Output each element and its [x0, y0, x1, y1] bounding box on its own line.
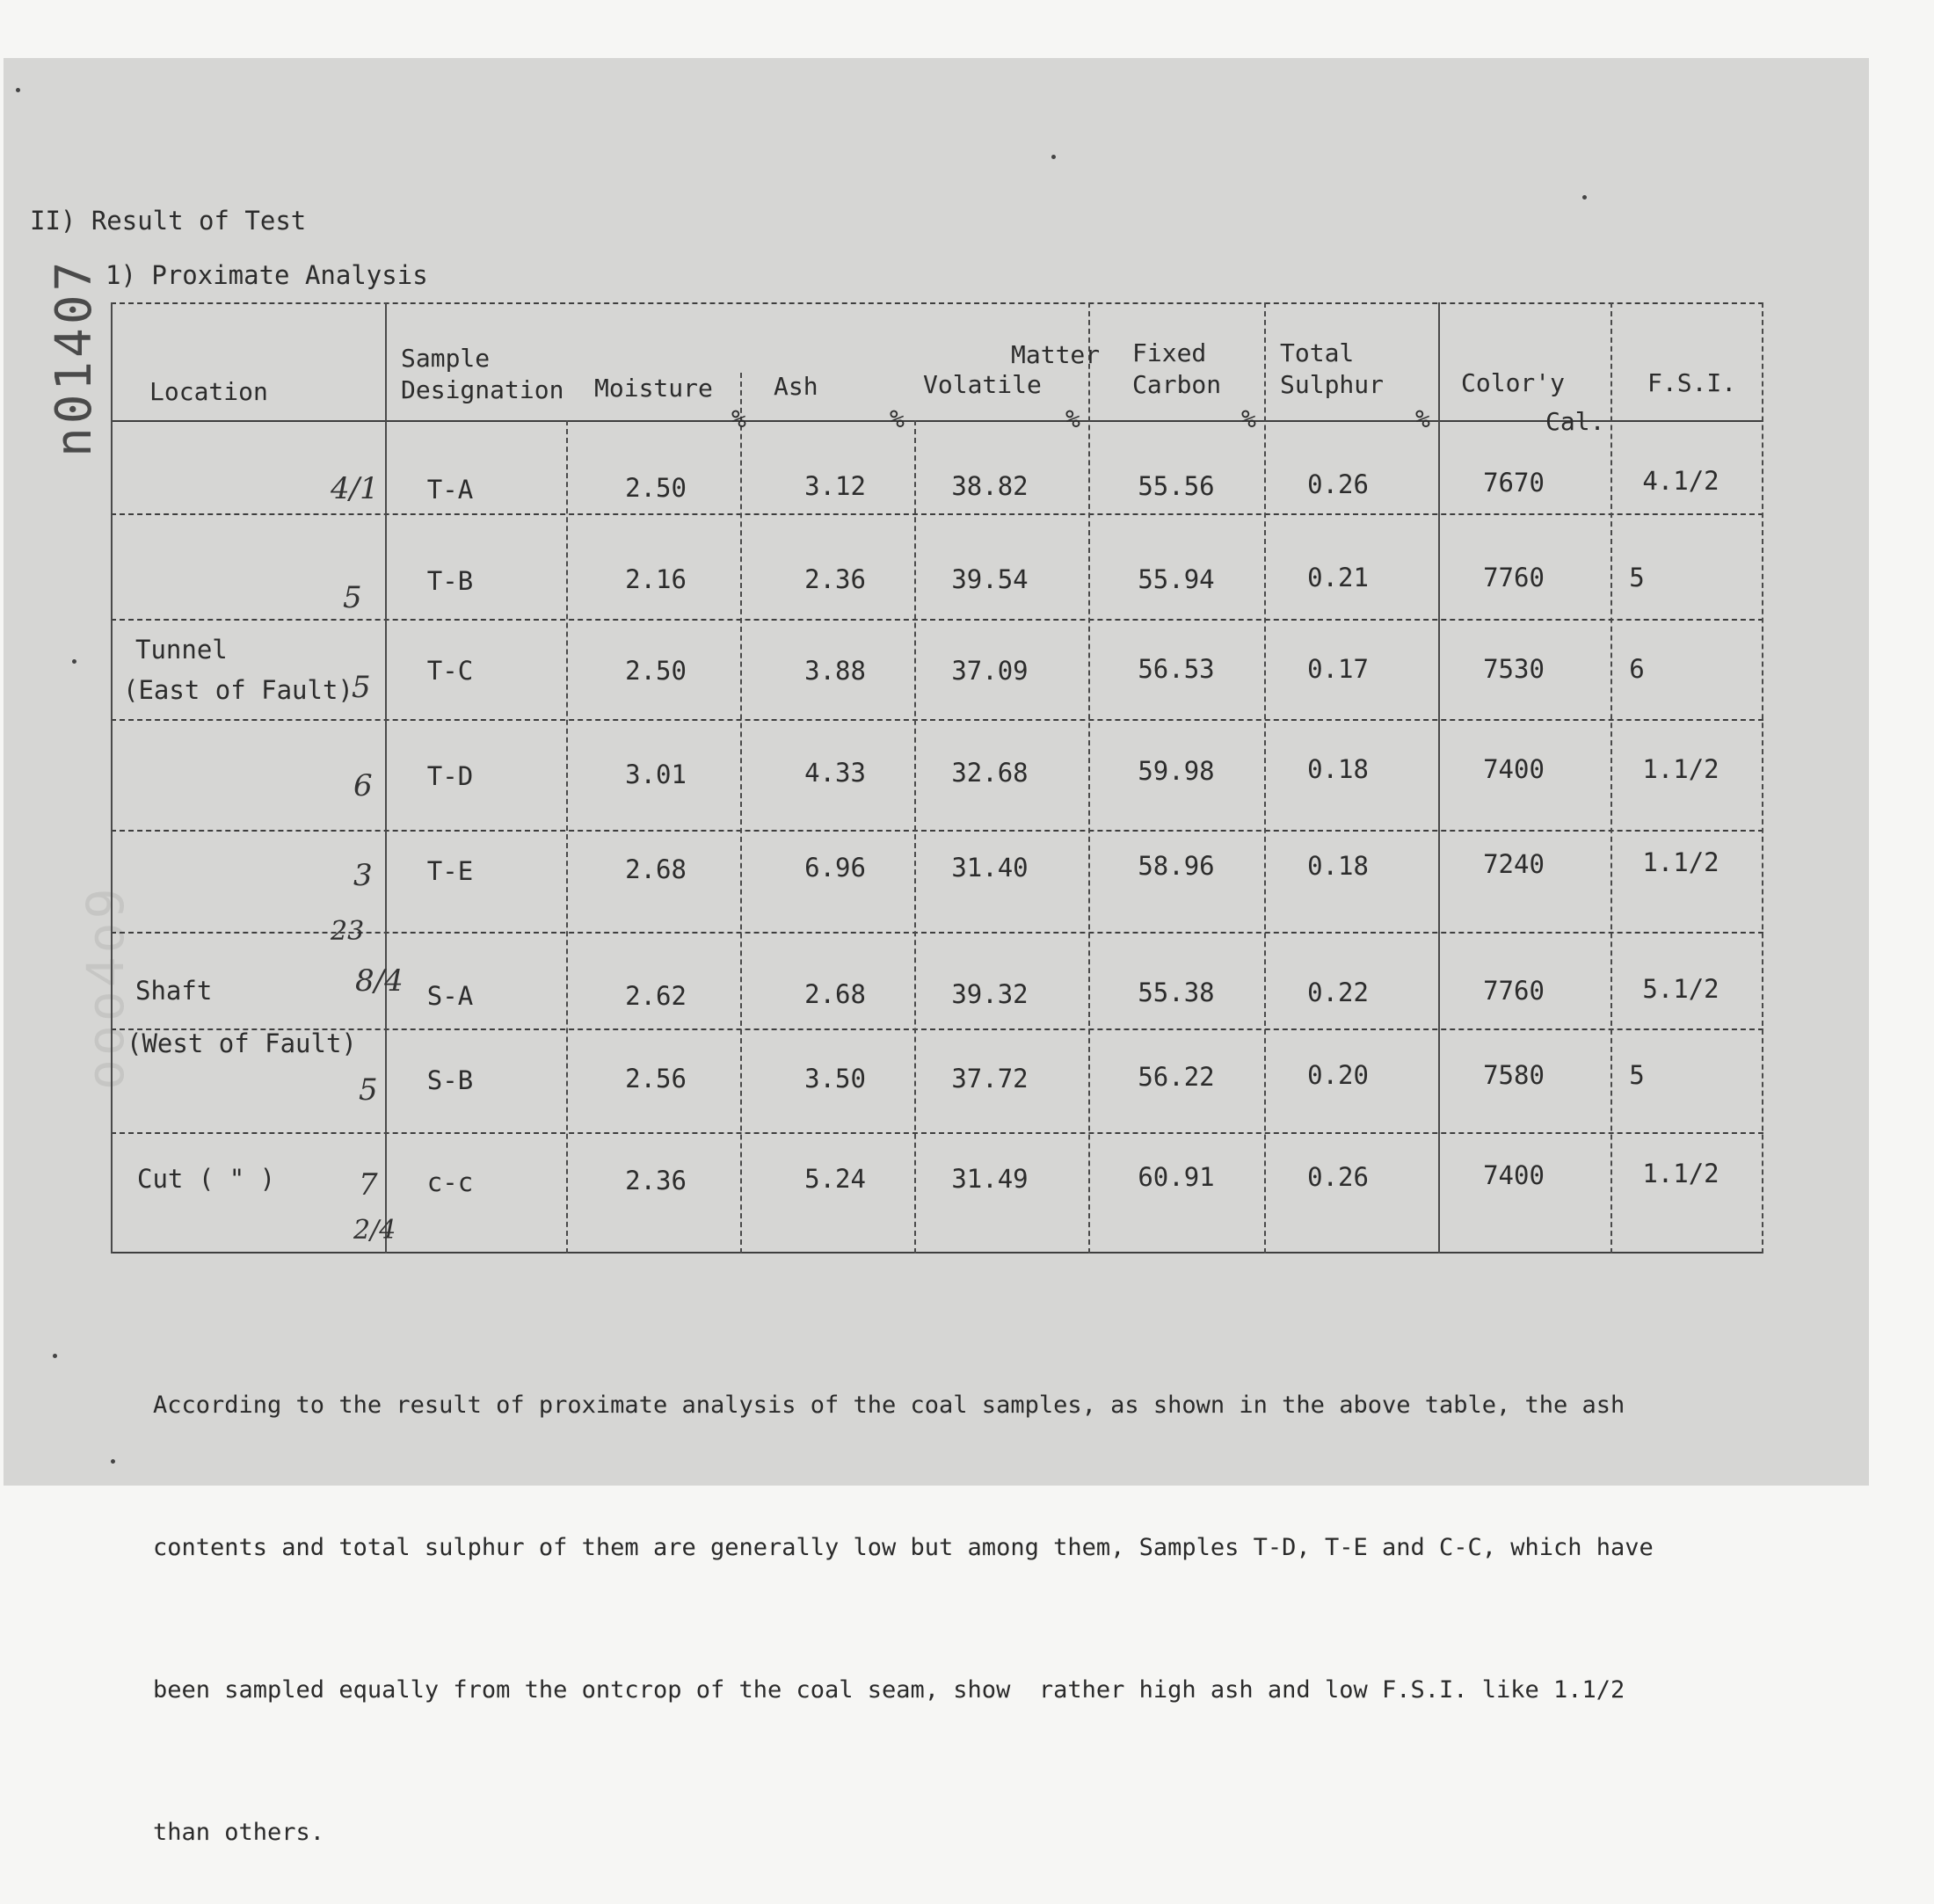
row-rule [111, 513, 1763, 515]
col-rule [1762, 302, 1763, 1254]
cell-ash: 2.36 [804, 564, 866, 594]
header-sulphur-line1: Total [1280, 338, 1355, 367]
scan-speck [111, 1459, 115, 1464]
location-shaft: Shaft [135, 976, 213, 1006]
location-shaft-note: (West of Fault) [127, 1028, 357, 1058]
cell-moisture: 2.56 [625, 1064, 687, 1094]
row-rule [111, 1028, 1763, 1030]
cell-sulphur: 0.26 [1307, 1162, 1369, 1192]
cell-sulphur: 0.22 [1307, 977, 1369, 1007]
col-rule [111, 302, 113, 1254]
unit-percent-fixed-carbon: % [1241, 404, 1256, 433]
table-top-rule [111, 302, 1763, 304]
cell-sample: c-c [426, 1167, 474, 1197]
unit-percent-moisture: % [731, 404, 746, 433]
cell-sample: S-B [426, 1065, 474, 1095]
analysis-paragraph [153, 1287, 1753, 1904]
cell-fsi: 6 [1629, 654, 1645, 684]
paragraph-line: than others. [153, 1819, 325, 1846]
cell-fsi: 5 [1629, 563, 1645, 592]
cell-calorific: 7760 [1483, 976, 1545, 1006]
location-tunnel: Tunnel [135, 635, 228, 665]
cell-sulphur: 0.18 [1307, 754, 1369, 784]
cell-fixed-carbon: 55.38 [1138, 977, 1215, 1007]
paragraph-line: According to the result of proximate analysis of the coal samples, as shown in the above table, the ash [153, 1392, 1625, 1419]
cell-moisture: 2.36 [625, 1166, 687, 1195]
header-fixed-carbon-line1: Fixed [1132, 338, 1207, 367]
subsection-heading: 1) Proximate Analysis [105, 260, 428, 290]
row-rule [111, 830, 1763, 832]
cell-fixed-carbon: 55.56 [1138, 471, 1215, 501]
cell-sulphur: 0.20 [1307, 1060, 1369, 1090]
cell-ash: 2.68 [804, 979, 866, 1009]
cell-sample: T-B [426, 566, 474, 596]
handwritten-mark: 5 [359, 1072, 378, 1108]
location-tunnel-note: (East of Fault) [123, 675, 353, 705]
col-rule [740, 373, 742, 1254]
cell-fixed-carbon: 59.98 [1138, 756, 1215, 786]
row-rule [111, 719, 1763, 721]
cell-volatile: 31.40 [951, 853, 1029, 883]
header-sample-line1: Sample [401, 344, 491, 373]
handwritten-mark: 4/1 [331, 471, 379, 506]
handwritten-mark: 5 [352, 670, 371, 705]
cell-fsi: 5.1/2 [1642, 974, 1720, 1004]
proximate-analysis-table [111, 302, 1763, 1261]
cell-moisture: 2.68 [625, 854, 687, 884]
col-rule [566, 420, 568, 1254]
cell-ash: 3.88 [804, 656, 866, 686]
cell-volatile: 37.09 [951, 656, 1029, 686]
cell-ash: 5.24 [804, 1164, 866, 1194]
unit-percent-ash: % [890, 404, 905, 433]
cell-fsi: 1.1/2 [1642, 1159, 1720, 1188]
cell-fixed-carbon: 58.96 [1138, 851, 1215, 881]
table-bottom-rule [111, 1252, 1763, 1254]
cell-calorific: 7240 [1483, 849, 1545, 879]
cell-moisture: 3.01 [625, 759, 687, 789]
header-sulphur-line2: Sulphur [1280, 370, 1385, 399]
row-rule [111, 1132, 1763, 1134]
header-ash: Ash [774, 372, 818, 401]
cell-calorific: 7400 [1483, 754, 1545, 784]
cell-sample: T-E [426, 856, 474, 886]
header-rule [111, 420, 1763, 422]
location-cut: Cut ( " ) [137, 1164, 276, 1194]
header-volatile-line1: Matter [1011, 340, 1101, 369]
cell-calorific: 7670 [1483, 468, 1545, 498]
col-rule [1610, 302, 1612, 1254]
cell-moisture: 2.16 [625, 564, 687, 594]
cell-fixed-carbon: 56.53 [1138, 654, 1215, 684]
cell-fsi: 1.1/2 [1642, 847, 1720, 877]
scan-speck [16, 88, 20, 92]
header-calorific-line2: Cal. [1545, 407, 1605, 436]
cell-ash: 3.12 [804, 471, 866, 501]
scan-speck [1051, 155, 1056, 159]
cell-calorific: 7760 [1483, 563, 1545, 592]
cell-sample: T-A [426, 475, 474, 505]
cell-calorific: 7580 [1483, 1060, 1545, 1090]
cell-calorific: 7400 [1483, 1160, 1545, 1190]
row-rule [111, 619, 1763, 621]
cell-sample: T-C [426, 656, 474, 686]
cell-volatile: 39.32 [951, 979, 1029, 1009]
unit-percent-volatile: % [1065, 404, 1080, 433]
cell-sulphur: 0.21 [1307, 563, 1369, 592]
handwritten-total: 2/4 [353, 1215, 396, 1246]
cell-sulphur: 0.17 [1307, 654, 1369, 684]
margin-stamp: n01407 [46, 258, 103, 457]
cell-volatile: 38.82 [951, 471, 1029, 501]
cell-fsi: 4.1/2 [1642, 466, 1720, 496]
paragraph-line: contents and total sulphur of them are generally low but among them, Samples T-D, T-E and C-C, which have [153, 1534, 1654, 1561]
scan-speck [72, 659, 76, 664]
header-fixed-carbon-line2: Carbon [1132, 370, 1222, 399]
margin-stamp-ghost: ooo4o9 [76, 884, 135, 1090]
header-calorific-line1: Color'y [1461, 368, 1566, 397]
cell-sulphur: 0.18 [1307, 851, 1369, 881]
cell-volatile: 37.72 [951, 1064, 1029, 1094]
handwritten-mark: 8/4 [355, 963, 404, 999]
cell-ash: 4.33 [804, 758, 866, 788]
handwritten-mark: 3 [353, 858, 373, 893]
cell-moisture: 2.50 [625, 473, 687, 503]
handwritten-mark: 6 [353, 768, 373, 803]
unit-percent-sulphur: % [1415, 404, 1430, 433]
col-rule [1088, 302, 1090, 1254]
header-volatile-line2: Volatile [923, 370, 1042, 399]
col-rule [1264, 302, 1266, 1254]
cell-sulphur: 0.26 [1307, 469, 1369, 499]
cell-fixed-carbon: 55.94 [1138, 564, 1215, 594]
cell-sample: S-A [426, 981, 474, 1011]
cell-moisture: 2.50 [625, 656, 687, 686]
cell-fsi: 1.1/2 [1642, 754, 1720, 784]
scan-speck [53, 1354, 57, 1358]
cell-volatile: 32.68 [951, 758, 1029, 788]
header-sample-line2: Designation [401, 375, 564, 404]
cell-volatile: 39.54 [951, 564, 1029, 594]
scan-speck [1582, 195, 1587, 200]
section-heading: II) Result of Test [30, 206, 307, 236]
header-location: Location [149, 377, 268, 406]
paragraph-line: been sampled equally from the ontcrop of the coal seam, show rather high ash and low F.S.I. like 1.1/2 [153, 1676, 1625, 1704]
cell-fixed-carbon: 56.22 [1138, 1062, 1215, 1092]
cell-ash: 6.96 [804, 853, 866, 883]
col-rule [914, 420, 916, 1254]
handwritten-mark: 7 [359, 1167, 378, 1203]
header-moisture: Moisture [594, 374, 713, 403]
handwritten-mark: 5 [343, 580, 362, 615]
cell-ash: 3.50 [804, 1064, 866, 1094]
cell-calorific: 7530 [1483, 654, 1545, 684]
cell-sample: T-D [426, 761, 474, 791]
col-rule [1438, 302, 1440, 1254]
cell-moisture: 2.62 [625, 981, 687, 1011]
header-fsi: F.S.I. [1647, 368, 1737, 397]
handwritten-subtotal: 23 [331, 916, 365, 947]
cell-fsi: 5 [1629, 1060, 1645, 1090]
cell-volatile: 31.49 [951, 1164, 1029, 1194]
cell-fixed-carbon: 60.91 [1138, 1162, 1215, 1192]
col-rule [385, 302, 387, 1254]
